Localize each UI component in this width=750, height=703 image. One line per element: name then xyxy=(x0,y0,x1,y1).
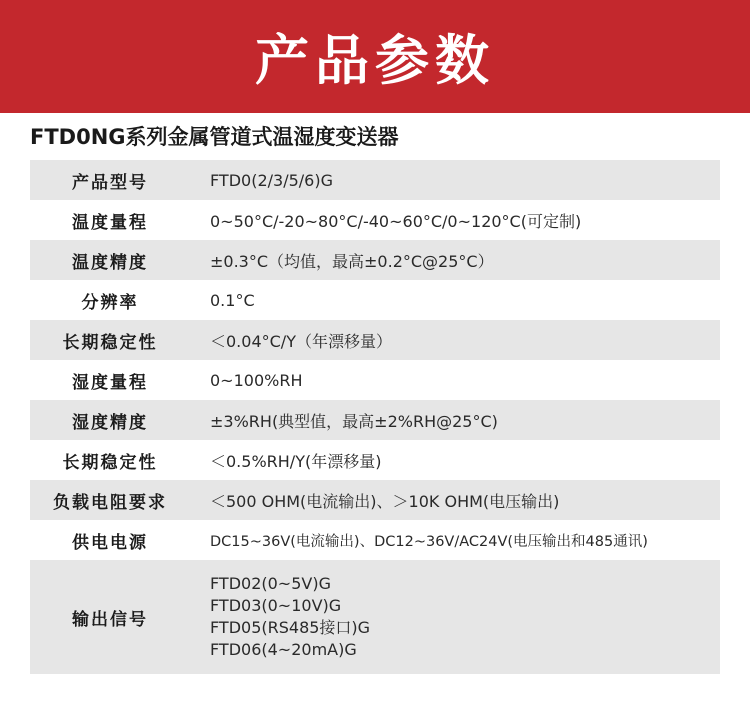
spec-label: 负载电阻要求 xyxy=(53,492,167,513)
spec-value: 0~100%RH xyxy=(210,370,303,390)
spec-value: ±0.3°C（均值，最高±0.2°C@25°C） xyxy=(210,251,494,271)
spec-value: ±3%RH(典型值，最高±2%RH@25°C) xyxy=(210,411,498,431)
spec-value: ＜0.5%RH/Y(年漂移量) xyxy=(210,451,382,471)
spec-value: FTD0(2/3/5/6)G xyxy=(210,170,333,190)
spec-value: ＜500 OHM(电流输出)、＞10K OHM(电压输出) xyxy=(210,491,560,511)
product-title: FTD0NG系列金属管道式温湿度变送器 xyxy=(30,125,399,149)
spec-label: 供电电源 xyxy=(72,532,148,553)
spec-label: 湿度精度 xyxy=(72,412,148,433)
spec-value: 0~50°C/-20~80°C/-40~60°C/0~120°C(可定制) xyxy=(210,211,582,231)
spec-value: DC15~36V(电流输出)、DC12~36V/AC24V(电压输出和485通讯) xyxy=(210,533,648,550)
list-item: FTD06(4~20mA)G xyxy=(210,640,357,659)
spec-label: 湿度量程 xyxy=(72,372,148,393)
spec-label: 温度精度 xyxy=(72,252,148,273)
spec-label: 温度量程 xyxy=(72,212,148,233)
spec-value: 0.1°C xyxy=(210,290,255,310)
spec-label: 长期稳定性 xyxy=(62,332,158,353)
spec-value xyxy=(190,573,720,661)
spec-row-model xyxy=(30,160,720,200)
spec-table xyxy=(30,160,720,674)
spec-row-resolution xyxy=(30,280,720,320)
spec-label: 输出信号 xyxy=(72,609,148,630)
spec-value: ＜0.04°C/Y（年漂移量） xyxy=(210,331,392,351)
banner-title: 产品参数 xyxy=(255,29,495,92)
spec-row-humidity-stability xyxy=(30,440,720,480)
spec-row-power-supply xyxy=(30,520,720,560)
spec-row-load-resistance xyxy=(30,480,720,520)
spec-row-temp-accuracy xyxy=(30,240,720,280)
spec-row-temp-stability xyxy=(30,320,720,360)
spec-row-humidity-accuracy xyxy=(30,400,720,440)
list-item: FTD05(RS485接口)G xyxy=(210,618,371,637)
spec-row-temp-range xyxy=(30,200,720,240)
list-item: FTD02(0~5V)G xyxy=(210,574,331,593)
spec-row-output-signal xyxy=(30,560,720,674)
spec-label: 产品型号 xyxy=(72,172,148,193)
output-signal-list xyxy=(210,573,720,661)
spec-label: 分辨率 xyxy=(81,292,139,313)
spec-label: 长期稳定性 xyxy=(62,452,158,473)
header-banner xyxy=(0,0,750,113)
spec-row-humidity-range xyxy=(30,360,720,400)
list-item: FTD03(0~10V)G xyxy=(210,596,342,615)
